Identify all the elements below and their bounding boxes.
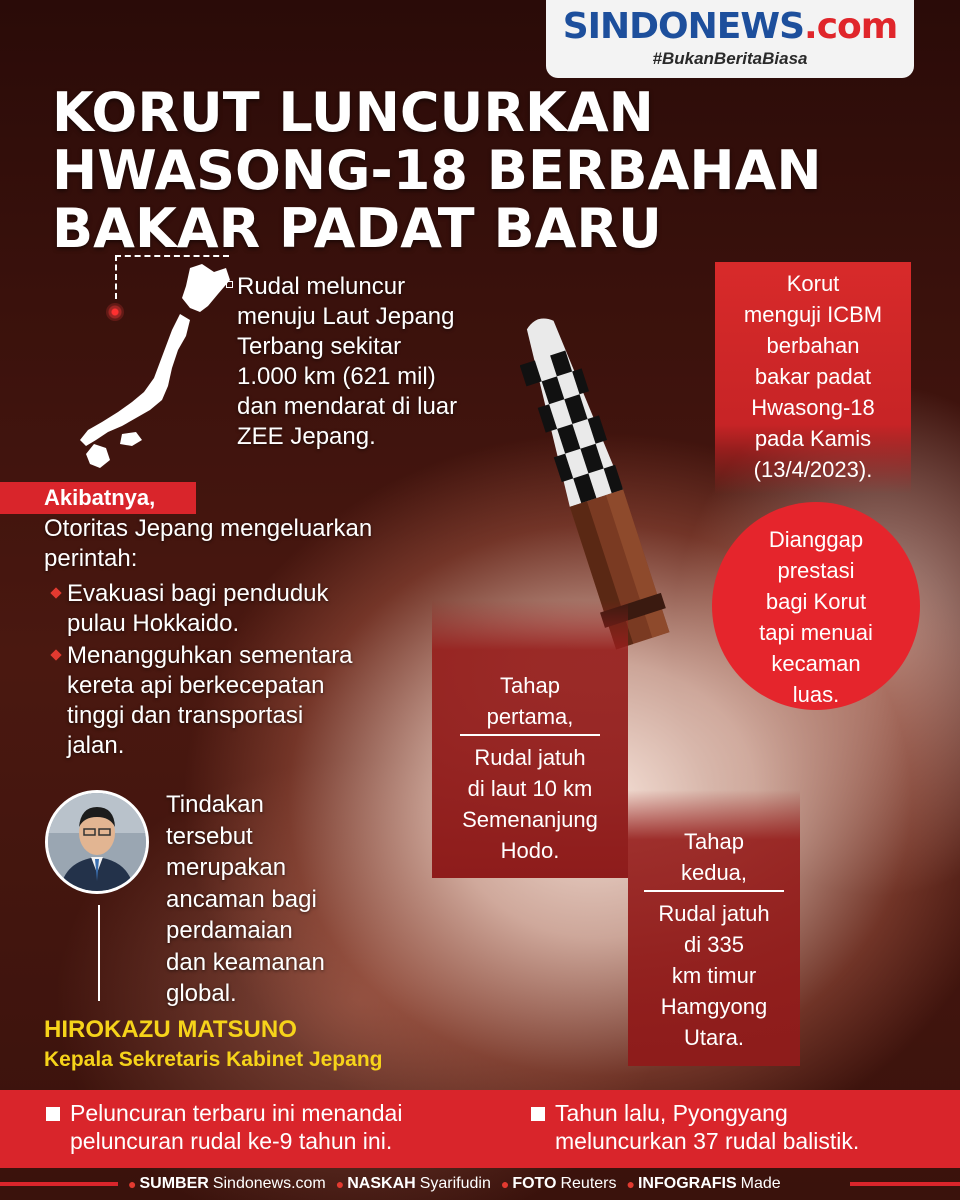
- logo-main-text: SINDONEWS: [562, 6, 805, 47]
- text-line: Tahun lalu, Pyongyang: [555, 1100, 788, 1126]
- text-line: perintah:: [44, 545, 138, 572]
- bullet-icon: [50, 649, 61, 660]
- text-line: Terbang sekitar: [237, 333, 402, 360]
- speaker-name: HIROKAZU MATSUNO: [44, 1016, 297, 1043]
- text-line: peluncuran rudal ke-9 tahun ini.: [70, 1128, 393, 1154]
- consequence-intro: [44, 514, 372, 574]
- text-line: luas.: [792, 682, 840, 707]
- square-bullet-icon: [46, 1107, 60, 1121]
- text-line: Utara.: [684, 1025, 744, 1050]
- text-line: Hodo.: [500, 838, 560, 863]
- text-line: perdamaian: [166, 917, 293, 944]
- text-line: Evakuasi bagi penduduk: [67, 580, 329, 607]
- text-line: Semenanjung: [462, 807, 598, 832]
- text-line: prestasi: [777, 558, 855, 583]
- text-line: di 335: [684, 932, 744, 957]
- text-line: berbahan: [766, 333, 860, 358]
- text-line: global.: [166, 980, 237, 1007]
- credit-value: Sindonews.com: [212, 1175, 326, 1192]
- text-line: menguji ICBM: [743, 302, 883, 327]
- text-line: kereta api berkecepatan: [67, 672, 325, 699]
- credit-value: Reuters: [560, 1175, 617, 1192]
- credit-value: Made: [740, 1175, 781, 1192]
- map-leader-line: [115, 255, 117, 299]
- text-line: ZEE Jepang.: [237, 423, 376, 450]
- text-line: tersebut: [166, 822, 253, 850]
- fact-left: [70, 1099, 402, 1155]
- japan-map-icon: [40, 250, 240, 480]
- text-line: pertama,: [486, 704, 574, 729]
- logo-suffix-text: .com: [804, 6, 898, 47]
- credit-label: FOTO: [512, 1175, 557, 1192]
- text-line: bagi Korut: [765, 589, 867, 614]
- reaction-circle: [712, 502, 920, 710]
- text-line: Hwasong-18: [751, 395, 875, 420]
- text-line: Dianggap: [768, 527, 864, 552]
- text-line: meluncurkan 37 rudal balistik.: [555, 1128, 860, 1154]
- map-leader-line: [115, 255, 229, 257]
- text-line: ancaman bagi: [166, 885, 317, 913]
- text-line: Rudal jatuh: [658, 901, 770, 926]
- text-line: kecaman: [771, 651, 861, 676]
- stage-two-box: [628, 790, 800, 1066]
- dot-icon: ●: [500, 1176, 510, 1192]
- text-line: Rudal jatuh: [474, 745, 586, 770]
- brand-logo-box: [546, 0, 914, 78]
- text-line: Hamgyong: [660, 994, 768, 1019]
- consequence-item: [67, 579, 329, 639]
- title-line: KORUT LUNCURKAN: [52, 81, 654, 144]
- text-line: tinggi dan transportasi: [67, 702, 304, 729]
- bullet-icon: [50, 587, 61, 598]
- dot-icon: ●: [335, 1176, 345, 1192]
- page-title: [52, 81, 932, 260]
- square-bullet-icon: [531, 1107, 545, 1121]
- credit-label: NASKAH: [347, 1175, 416, 1192]
- title-line: BAKAR PADAT BARU: [52, 197, 662, 260]
- text-line: dan keamanan: [166, 948, 325, 976]
- text-line: Menangguhkan sementara: [67, 642, 353, 669]
- speaker-role: Kepala Sekretaris Kabinet Jepang: [44, 1048, 383, 1071]
- text-line: 1.000 km (621 mil): [237, 363, 436, 390]
- route-text: [237, 272, 457, 452]
- quote-divider: [98, 905, 100, 1001]
- text-line: Tahap: [500, 673, 560, 698]
- consequence-tag: Akibatnya,: [0, 482, 196, 514]
- text-line: Rudal meluncur: [237, 273, 406, 300]
- text-line: kedua,: [680, 860, 748, 885]
- credit-label: INFOGRAFIS: [637, 1175, 737, 1192]
- dot-icon: ●: [626, 1176, 635, 1192]
- text-line: jalan.: [67, 732, 125, 759]
- text-line: Peluncuran terbaru ini menandai: [70, 1100, 403, 1126]
- consequence-item: [67, 641, 353, 761]
- credit-label: SUMBER: [139, 1175, 209, 1192]
- brand-logo: [562, 6, 898, 47]
- text-line: merupakan: [166, 854, 287, 881]
- text-line: (13/4/2023).: [753, 457, 873, 482]
- text-line: Korut: [786, 271, 840, 296]
- fact-right: [555, 1099, 859, 1155]
- brand-tagline: #BukanBeritaBiasa: [652, 49, 808, 68]
- avatar: [48, 793, 146, 891]
- leader-end-icon: [226, 281, 233, 288]
- text-line: Tahap: [684, 829, 744, 854]
- credit-value: Syarifudin: [419, 1175, 491, 1192]
- location-marker-icon: [106, 303, 124, 321]
- text-line: pada Kamis: [754, 426, 872, 451]
- text-line: tapi menuai: [759, 620, 873, 645]
- stage-divider: [460, 734, 600, 736]
- text-line: Otoritas Jepang mengeluarkan: [44, 515, 373, 542]
- text-line: bakar padat: [754, 364, 872, 389]
- text-line: km timur: [671, 963, 757, 988]
- text-line: dan mendarat di luar: [237, 393, 458, 420]
- official-portrait: [45, 790, 149, 894]
- test-info-box: [715, 262, 911, 494]
- text-line: menuju Laut Jepang: [237, 303, 455, 330]
- dot-icon: ●: [128, 1176, 137, 1192]
- stage-divider: [644, 890, 784, 892]
- quote-text: [166, 789, 325, 1010]
- text-line: di laut 10 km: [467, 776, 593, 801]
- text-line: pulau Hokkaido.: [67, 610, 240, 637]
- stage-one-box: [432, 600, 628, 878]
- text-line: Tindakan: [166, 791, 264, 818]
- credits-row: [0, 1168, 960, 1200]
- title-line: HWASONG-18 BERBAHAN: [52, 139, 822, 202]
